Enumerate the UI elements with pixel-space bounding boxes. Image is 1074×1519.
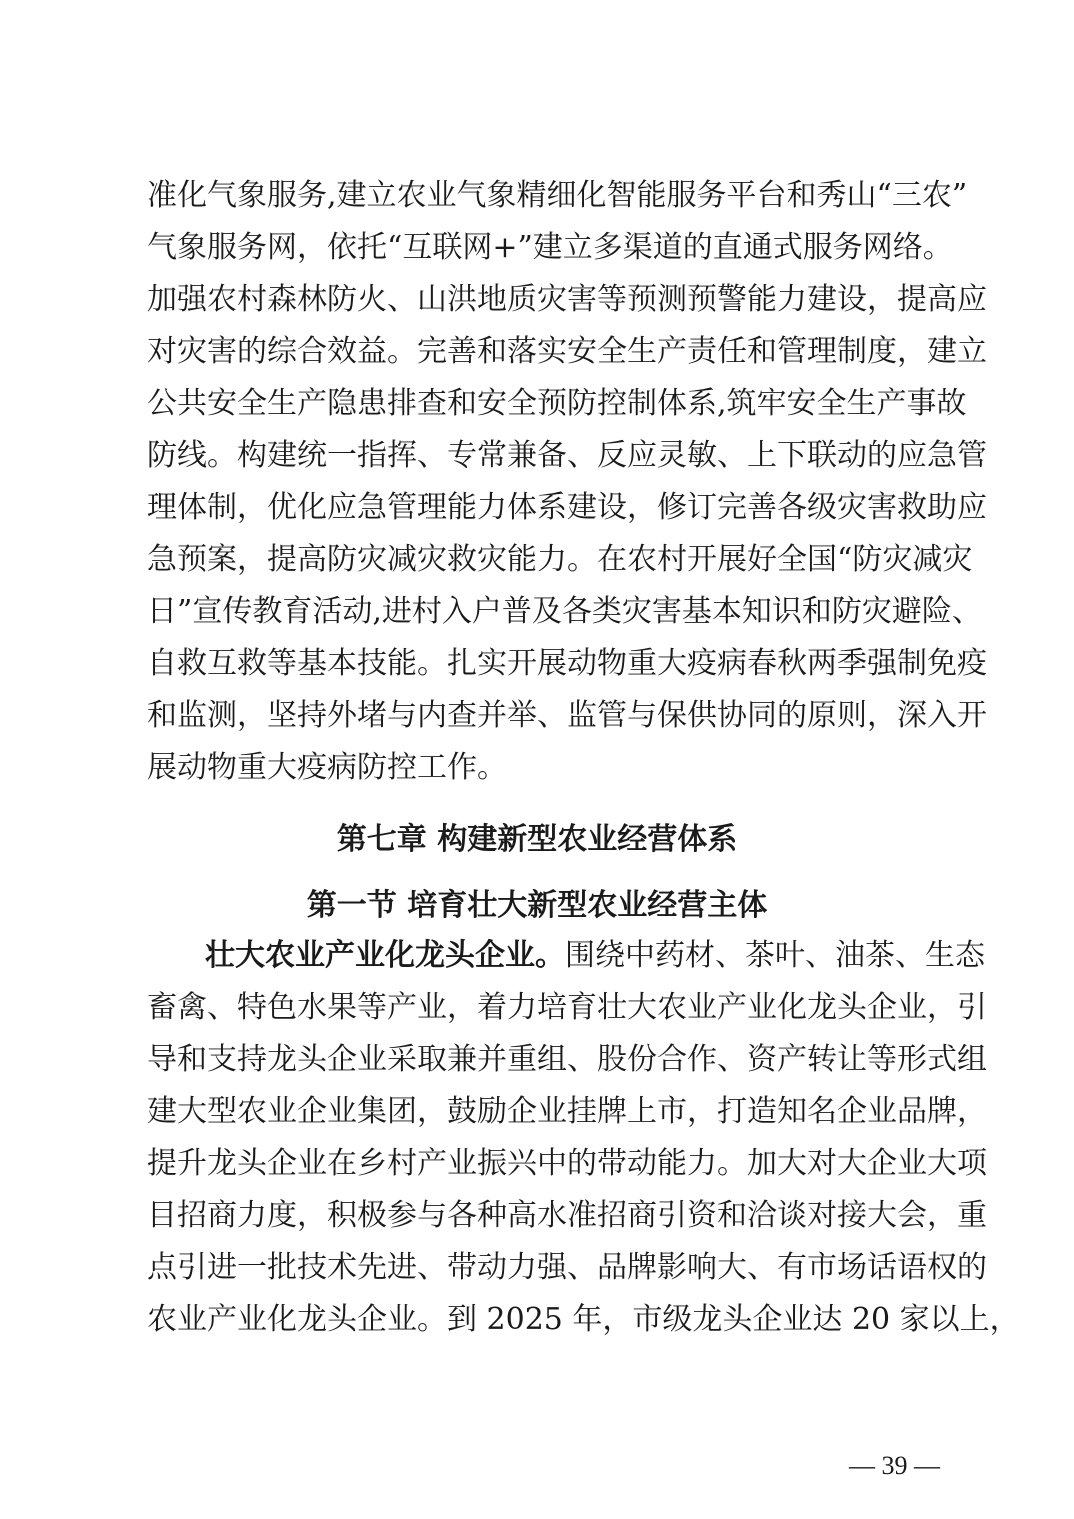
chapter-title: 第七章 构建新型农业经营体系 [336, 822, 738, 857]
body-text-line: 和监测，坚持外堵与内查并举、监管与保供协同的原则，深入开 [147, 698, 987, 733]
section-title: 第一节 培育壮大新型农业经营主体 [306, 888, 768, 923]
body-text-line: 防线。构建统一指挥、专常兼备、反应灵敏、上下联动的应急管 [147, 438, 987, 473]
body-text-line: 农业产业化龙头企业。到 2025 年，市级龙头企业达 20 家以上， [147, 1302, 1020, 1337]
paragraph-first-line [205, 930, 985, 982]
body-text-line: 点引进一批技术先进、带动力强、品牌影响大、有市场话语权的 [147, 1250, 987, 1285]
body-text-line: 展动物重大疫病防控工作。 [147, 750, 507, 785]
body-text-line: 日”宣传教育活动,进村入户普及各类灾害基本知识和防灾避险、 [147, 594, 982, 629]
body-text-line: 导和支持龙头企业采取兼并重组、股份合作、资产转让等形式组 [147, 1042, 987, 1077]
page-number: — 39 — [849, 1451, 940, 1480]
body-text-line: 畜禽、特色水果等产业，着力培育壮大农业产业化龙头企业，引 [147, 990, 987, 1025]
body-text-line: 自救互救等基本技能。扎实开展动物重大疫病春秋两季强制免疫 [147, 646, 987, 681]
body-text-line: 准化气象服务,建立农业气象精细化智能服务平台和秀山“三农” [147, 178, 968, 213]
body-text-line: 急预案，提高防灾减灾救灾能力。在农村开展好全国“防灾减灾 [147, 542, 973, 577]
paragraph-lead-rest: 围绕中药材、茶叶、油茶、生态 [565, 938, 985, 973]
body-text-line: 建大型农业企业集团，鼓励企业挂牌上市，打造知名企业品牌， [147, 1094, 987, 1129]
body-text-line: 公共安全生产隐患排查和安全预防控制体系,筑牢安全生产事故 [147, 386, 967, 421]
body-text-line: 提升龙头企业在乡村产业振兴中的带动能力。加大对大企业大项 [147, 1146, 987, 1181]
body-text-line: 加强农村森林防火、山洪地质灾害等预测预警能力建设，提高应 [147, 282, 987, 317]
body-text-line: 目招商力度，积极参与各种高水准招商引资和洽谈对接大会，重 [147, 1198, 987, 1233]
paragraph-lead: 壮大农业产业化龙头企业。 [205, 938, 565, 973]
body-text-line: 对灾害的综合效益。完善和落实安全生产责任和管理制度，建立 [147, 334, 987, 369]
body-text-line: 理体制，优化应急管理能力体系建设，修订完善各级灾害救助应 [147, 490, 987, 525]
body-text-line: 气象服务网，依托“互联网+”建立多渠道的直通式服务网络。 [147, 230, 953, 265]
